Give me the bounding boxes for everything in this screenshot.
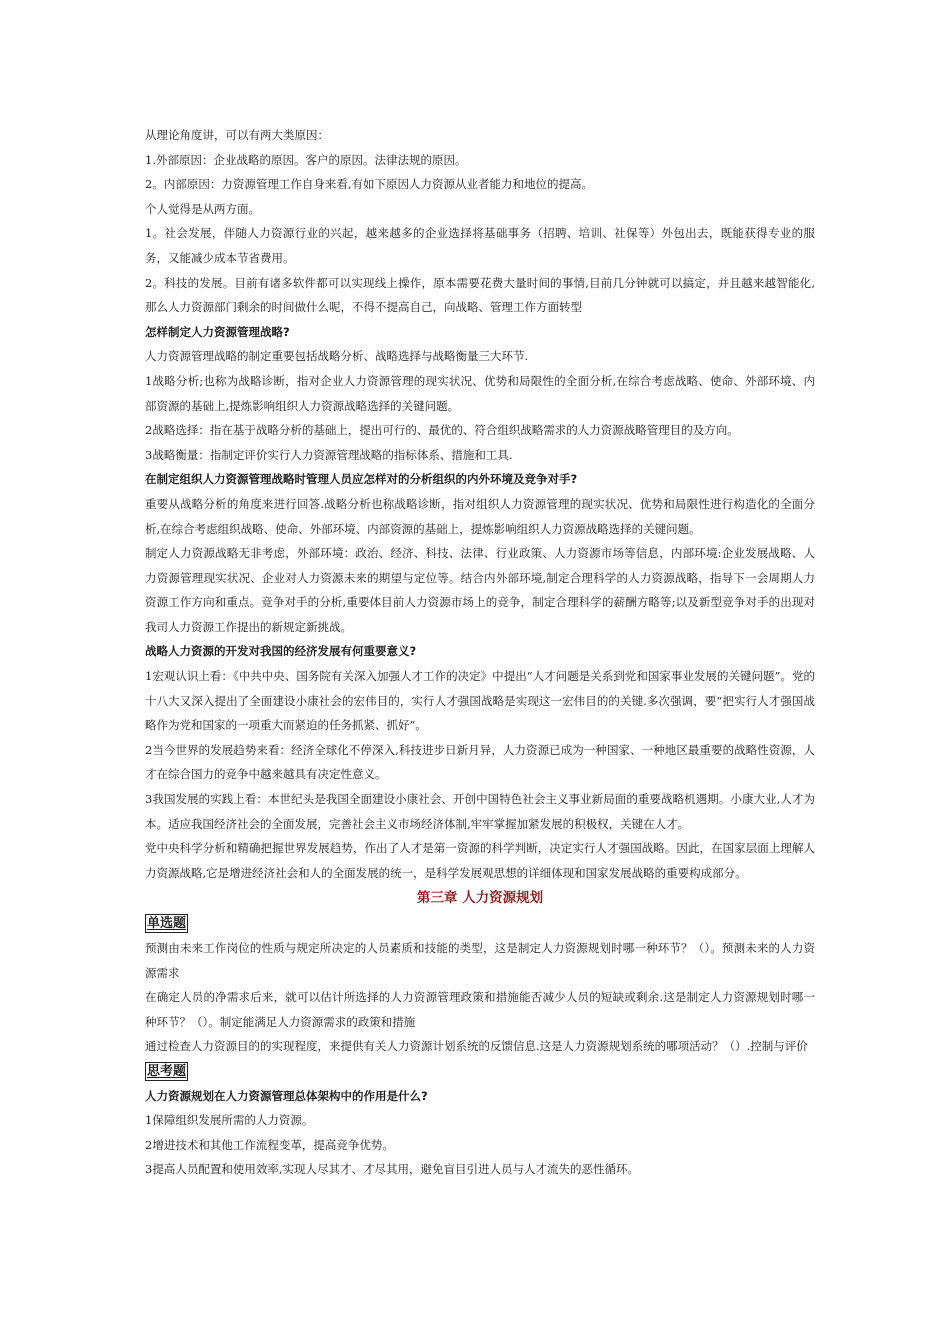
chapter-title: 第三章 人力资源规划 <box>416 890 544 907</box>
paragraph: 预测由未来工作岗位的性质与规定所决定的人员素质和技能的类型，这是制定人力资源规划时哪一种环节？（）。预测未来的人力资源需求 <box>145 941 815 980</box>
section-tag-single-choice: 单选题 <box>147 916 187 932</box>
paragraph: 制定人力资源战略无非考虑，外部环境：政治、经济、科技、法律、行业政策、人力资源市场等信息，内部环境:企业发展战略、人力资源管理现实状况、企业对人力资源未来的期望与定位等。结合内外部环境,制定合理科学的人力资源战略，指导下一会周期人力资源工作方向和重点。竞争对手的分析,重要体目前人力资源市场上的竞争，制定合理科学的薪酬方略等;以及新型竞争对手的出现对我司人力资源工作提出的新规定新挑战。 <box>145 546 815 634</box>
paragraph: 2战略选择：指在基于战略分析的基础上，提出可行的、最优的、符合组织战略需求的人力资源战略管理目的及方向。 <box>145 423 739 438</box>
paragraph: 2。科技的发展。目前有诸多软件都可以实现线上操作，原本需要花费大量时间的事情,目前几分钟就可以搞定，并且越来越智能化,那么人力资源部门剩余的时间做什么呢，不得不提高自己，向战略、管理工作方面转型 <box>145 275 815 315</box>
document-body <box>145 123 815 1182</box>
paragraph: 从理论角度讲，可以有两大类原因： <box>145 128 329 142</box>
question-heading: 人力资源规划在人力资源管理总体架构中的作用是什么? <box>145 1088 428 1103</box>
paragraph: 1宏观认识上看：《中共中央、国务院有关深入加强人才工作的决定》中提出“人才问题是关系到党和国家事业发展的关键问题”。党的十八大又深入提出了全面建设小康社会的宏伟目的，实行人才强国战略是实现这一宏伟目的的关键.多次强调，要“把实行人才强国战略作为党和国家的一项重大而紧迫的任务抓紧、抓好”。 <box>145 669 815 733</box>
question-heading: 怎样制定人力资源管理战略? <box>145 324 290 339</box>
paragraph: 3提高人员配置和使用效率,实现人尽其才、才尽其用，避免盲目引进人员与人才流失的恶性循环。 <box>145 1162 639 1177</box>
paragraph: 在确定人员的净需求后来，就可以估计所选择的人力资源管理政策和措施能否减少人员的短缺或剩余.这是制定人力资源规划时哪一种环节？（）。制定能满足人力资源需求的政策和措施 <box>145 990 815 1029</box>
paragraph: 党中央科学分析和精确把握世界发展趋势，作出了人才是第一资源的科学判断，决定实行人才强国战略。因此，在国家层面上理解人力资源战略,它是增进经济社会和人的全面发展的统一，是科学发展观思想的详细体现和国家发展战略的重要构成部分。 <box>145 841 815 880</box>
question-heading: 在制定组织人力资源管理战略时管理人员应怎样对的分析组织的内外环境及竞争对手? <box>145 472 578 487</box>
paragraph: 3我国发展的实践上看：本世纪头是我国全面建设小康社会、开创中国特色社会主义事业新局面的重要战略机遇期。小康大业,人才为本。适应我国经济社会的全面发展，完善社会主义市场经济体制,牢牢掌握加紧发展的积极权，关键在人才。 <box>145 792 815 831</box>
paragraph: 3战略衡量：指制定评价实行人力资源管理战略的指标体系、措施和工具. <box>145 447 513 462</box>
question-heading: 战略人力资源的开发对我国的经济发展有何重要意义? <box>145 644 417 659</box>
paragraph: 通过检查人力资源目的的实现程度，来提供有关人力资源计划系统的反馈信息.这是人力资源规划系统的哪项活动？（）.控制与评价 <box>145 1039 808 1054</box>
paragraph: 1。社会发展，伴随人力资源行业的兴起，越来越多的企业选择将基础事务（招聘、培训、社保等）外包出去，既能获得专业的服务，又能减少成本节省费用。 <box>145 226 815 265</box>
paragraph: 2增进技术和其他工作流程变革，提高竞争优势。 <box>145 1137 394 1152</box>
paragraph: 2。内部原因：力资源管理工作自身来看,有如下原因人力资源从业者能力和地位的提高。 <box>145 177 593 192</box>
paragraph: 1保障组织发展所需的人力资源。 <box>145 1113 314 1128</box>
paragraph: 2当今世界的发展趋势来看：经济全球化不停深入,科技进步日新月异，人力资源已成为一种国家、一种地区最重要的战略性资源，人才在综合国力的竞争中越来越具有决定性意义。 <box>145 742 815 782</box>
paragraph: 人力资源管理战略的制定重要包括战略分析、战略选择与战略衡量三大环节. <box>145 349 529 364</box>
paragraph: 1.外部原因：企业战略的原因。客户的原因。法律法规的原因。 <box>145 152 467 167</box>
paragraph: 1战略分析;也称为战略诊断，指对企业人力资源管理的现实状况、优势和局限性的全面分析,在综合考虑战略、使命、外部环境、内部资源的基础上,提炼影响组织人力资源战略选择的关键问题。 <box>145 373 815 413</box>
paragraph: 个人觉得是从两方面。 <box>145 201 260 216</box>
section-tag-think: 思考题 <box>147 1063 187 1079</box>
paragraph: 重要从战略分析的角度来进行回答.战略分析也称战略诊断，指对组织人力资源管理的现实状况、优势和局限性进行构造化的全面分析,在综合考虑组织战略、使命、外部环境、内部资源的基础上，提炼影响组织人力资源战略选择的关键问题。 <box>145 496 815 536</box>
